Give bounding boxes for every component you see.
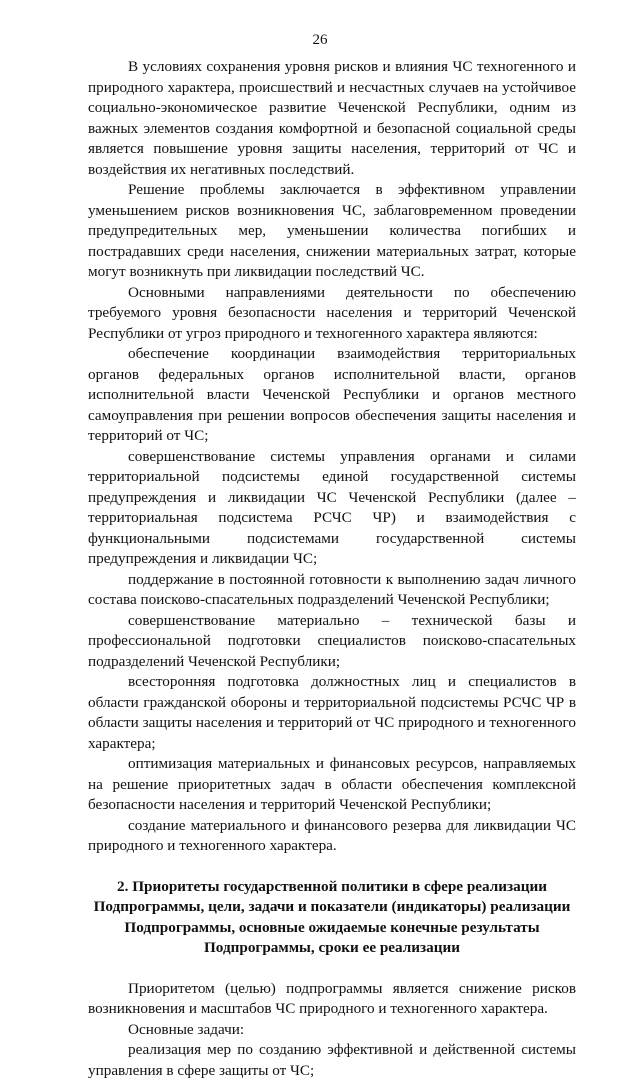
list-item: совершенствование материально – технической базы и профессиональной подготовки специалистов поисково-спасательных подразделений Чеченской Республики;: [88, 611, 576, 670]
page-number: 26: [312, 32, 328, 48]
paragraph: Решение проблемы заключается в эффективном управлении уменьшением рисков возникновения ЧС, заблаговременном проведении предупредительных мер, уменьшении количества погибших и пострадавших среди населения, снижении материальных затрат, которые могут возникнуть при ликвидации последствий ЧС.: [88, 181, 576, 280]
list-item: создание материального и финансового резерва для ликвидации ЧС природного и техногенного характера.: [88, 816, 576, 854]
paragraph: Основными направлениями деятельности по обеспечению требуемого уровня безопасности населения и территорий Чеченской Республики от угроз природного и техногенного характера являются:: [88, 283, 576, 342]
list-item: обеспечение координации взаимодействия территориальных органов федеральных органов исполнительной власти, органов исполнительной власти Чеченской Республики и органов местного самоуправления при решении вопросов обеспечения защиты населения и территорий от ЧС;: [88, 345, 576, 444]
document-body: [88, 57, 576, 1081]
list-item: совершенствование системы управления органами и силами территориальной подсистемы единой государственной системы предупреждения и ликвидации ЧС Чеченской Республики (далее – территориальная подсистема РСЧС ЧР) и взаимодействия с функциональными подсистемами государственной системы предупреждения и ликвидации ЧС;: [88, 447, 576, 567]
list-item: поддержание в постоянной готовности к выполнению задач личного состава поисково-спасательных подразделений Чеченской Республики;: [88, 570, 576, 608]
paragraph: Основные задачи:: [128, 1020, 245, 1038]
list-item: оптимизация материальных и финансовых ресурсов, направляемых на решение приоритетных задач в области обеспечения комплексной безопасности населения и территорий Чеченской Республики;: [88, 755, 576, 813]
list-item: всесторонняя подготовка должностных лиц и специалистов в области гражданской обороны и территориальной подсистемы РСЧС ЧР в области защиты населения и территорий от ЧС природного и техногенного характера;: [88, 673, 576, 752]
paragraph: Приоритетом (целью) подпрограммы является снижение рисков возникновения и масштабов ЧС природного и техногенного характера.: [88, 979, 576, 1017]
paragraph: В условиях сохранения уровня рисков и влияния ЧС техногенного и природного характера, происшествий и несчастных случаев на устойчивое социально-экономическое развитие Чеченской Республики, одним из важных элементов создания комфортной и безопасной социальной среды является повышение уровня защиты населения, территорий от ЧС и воздействия их негативных последствий.: [88, 58, 576, 178]
list-item: реализация мер по созданию эффективной и действенной системы управления в сфере защиты от ЧС;: [88, 1041, 576, 1079]
section-heading: 2. Приоритеты государственной политики в сфере реализации Подпрограммы, цели, задачи и показатели (индикаторы) реализации Подпрограммы, основные ожидаемые конечные результаты Подпрограммы, сроки ее реализации: [93, 877, 571, 956]
